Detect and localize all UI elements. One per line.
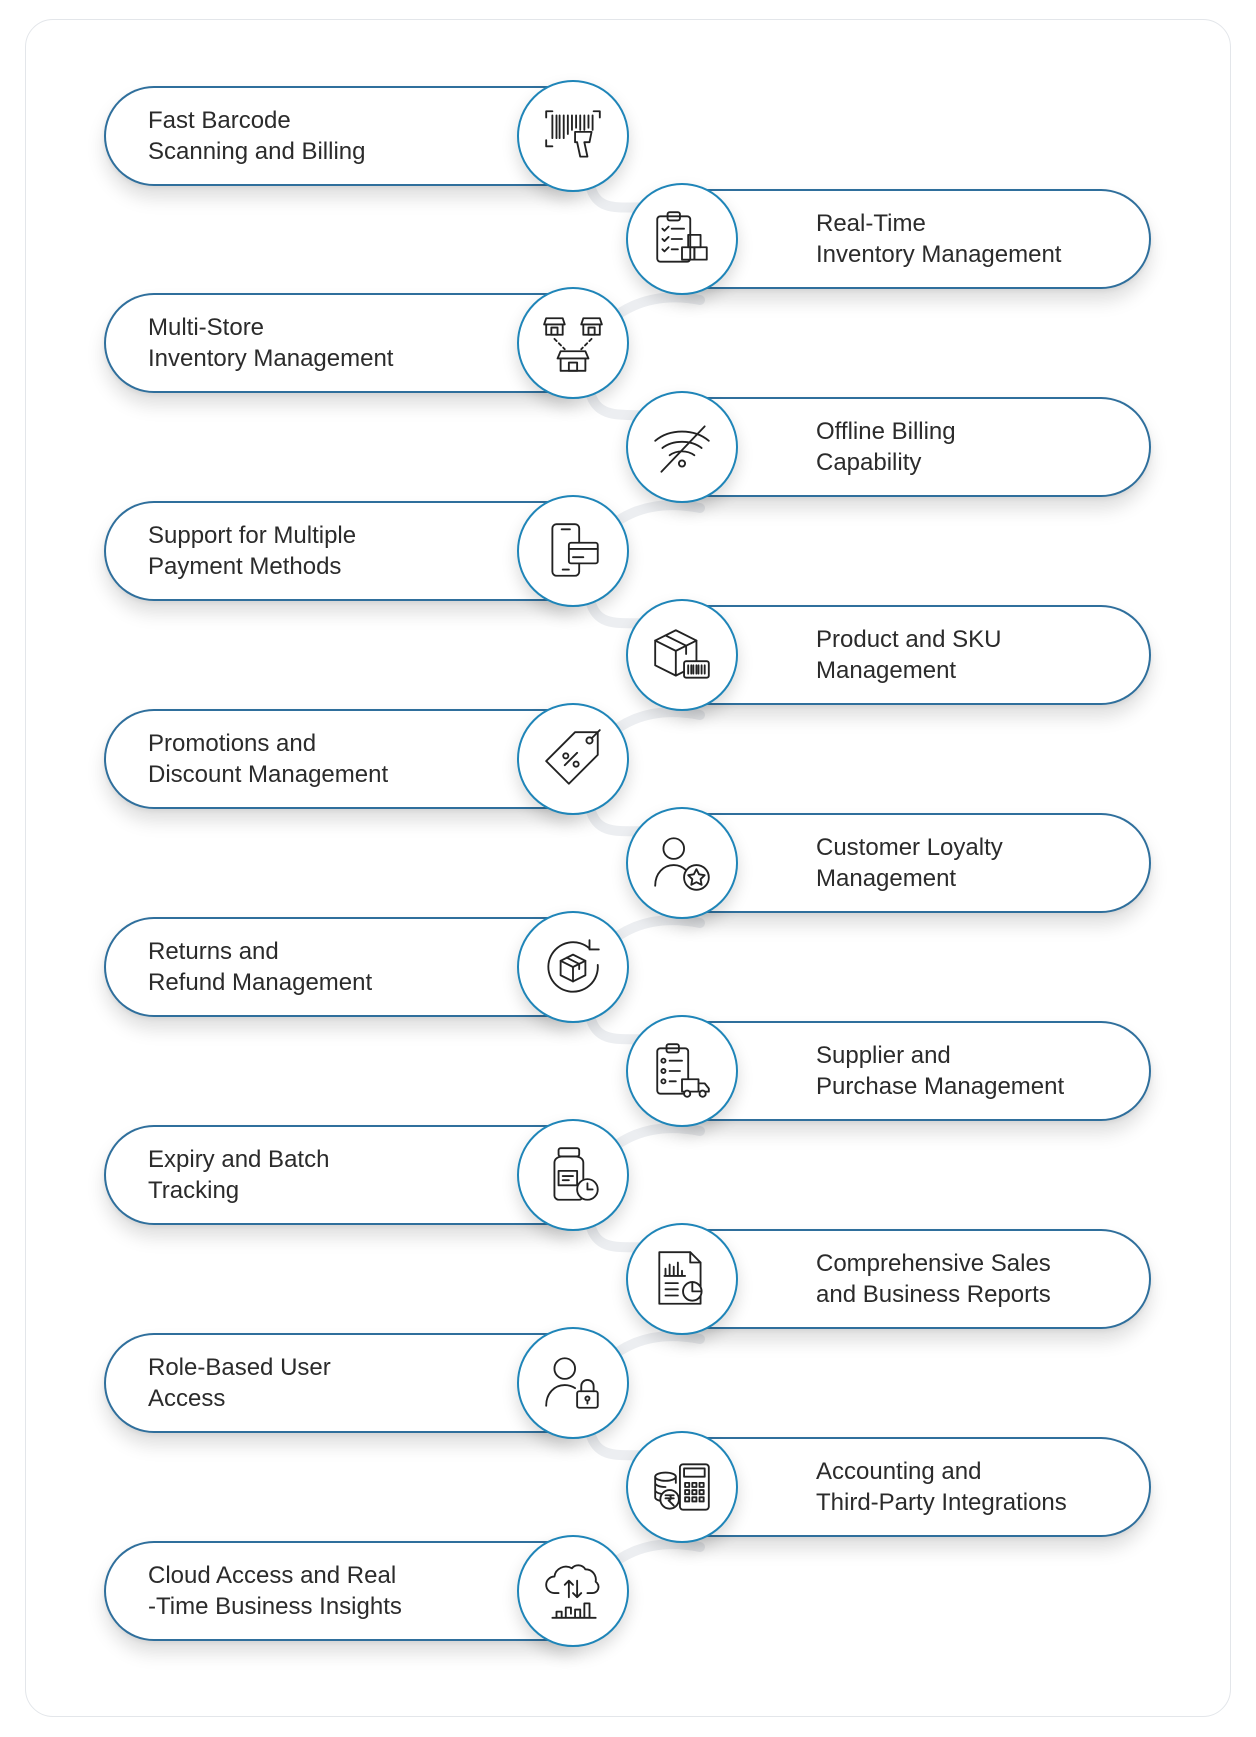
box-sku-icon (649, 622, 715, 688)
feature-title-line2: Management (816, 657, 957, 684)
feature-title-line2: Management (816, 865, 957, 892)
box-return-icon (540, 934, 606, 1000)
feature-cloud-insights (104, 1535, 629, 1647)
feature-title-line2: -Time Business Insights (148, 1593, 402, 1620)
discount-tag-icon (540, 726, 606, 792)
feature-label (816, 189, 1061, 289)
feature-payment-methods (104, 495, 629, 607)
feature-label (148, 1125, 329, 1225)
phone-card-icon (540, 518, 606, 584)
wifi-off-icon (649, 414, 715, 480)
feature-title-line1: Customer Loyalty (816, 834, 1003, 861)
feature-title-line1: Expiry and Batch (148, 1146, 330, 1173)
feature-title-line2: Capability (816, 449, 922, 476)
feature-icon-badge (626, 1223, 738, 1335)
feature-promotions-discount (104, 703, 629, 815)
feature-barcode-billing (104, 80, 629, 192)
feature-title-line1: Role-Based User (148, 1354, 331, 1381)
feature-role-access (104, 1327, 629, 1439)
barcode-scanner-icon (540, 103, 606, 169)
feature-icon-badge (626, 391, 738, 503)
feature-title-line2: Tracking (148, 1177, 240, 1204)
user-lock-icon (540, 1350, 606, 1416)
feature-title-line1: Product and SKU (816, 626, 1002, 653)
feature-icon-badge (626, 1015, 738, 1127)
feature-title-line2: Purchase Management (816, 1073, 1065, 1100)
feature-label (816, 813, 1003, 913)
feature-label (148, 86, 366, 186)
feature-title-line2: Inventory Management (816, 241, 1062, 268)
feature-title-line2: Refund Management (148, 969, 373, 996)
feature-label (148, 1541, 402, 1641)
multi-store-icon (540, 310, 606, 376)
feature-title-line1: Supplier and (816, 1042, 951, 1069)
clipboard-checklist-boxes-icon (649, 206, 715, 272)
feature-title-line1: Offline Billing (816, 418, 956, 445)
feature-title-line1: Real-Time (816, 210, 926, 237)
feature-icon-badge (517, 911, 629, 1023)
feature-icon-badge (517, 80, 629, 192)
feature-accounting-integrations (626, 1431, 1151, 1543)
feature-multistore-inventory (104, 287, 629, 399)
feature-title-line1: Accounting and (816, 1458, 982, 1485)
feature-title-line2: Discount Management (148, 761, 389, 788)
feature-title-line1: Cloud Access and Real (148, 1562, 397, 1589)
feature-offline-billing (626, 391, 1151, 503)
feature-realtime-inventory (626, 183, 1151, 295)
feature-customer-loyalty (626, 807, 1151, 919)
feature-label (148, 293, 393, 393)
user-star-icon (649, 830, 715, 896)
feature-icon-badge (626, 183, 738, 295)
feature-icon-badge (517, 1119, 629, 1231)
feature-icon-badge (626, 599, 738, 711)
clipboard-truck-icon (649, 1038, 715, 1104)
cloud-chart-icon (540, 1558, 606, 1624)
feature-title-line2: Scanning and Billing (148, 138, 366, 165)
feature-icon-badge (517, 287, 629, 399)
feature-title-line1: Promotions and (148, 730, 317, 757)
feature-icon-badge (517, 495, 629, 607)
feature-expiry-batch (104, 1119, 629, 1231)
feature-supplier-purchase (626, 1015, 1151, 1127)
feature-title-line1: Support for Multiple (148, 522, 357, 549)
feature-title-line1: Multi-Store (148, 314, 265, 341)
feature-label (816, 1021, 1064, 1121)
feature-label (816, 397, 956, 497)
feature-title-line1: Comprehensive Sales (816, 1250, 1051, 1277)
report-chart-icon (649, 1246, 715, 1312)
feature-label (816, 1229, 1051, 1329)
feature-label (816, 605, 1001, 705)
feature-icon-badge (626, 807, 738, 919)
feature-label (148, 709, 388, 809)
feature-icon-badge (517, 1535, 629, 1647)
feature-icon-badge (517, 1327, 629, 1439)
feature-icon-badge (626, 1431, 738, 1543)
feature-label (816, 1437, 1067, 1537)
feature-icon-badge (517, 703, 629, 815)
feature-label (148, 501, 356, 601)
feature-title-line2: and Business Reports (816, 1281, 1051, 1308)
feature-label (148, 1333, 331, 1433)
feature-title-line2: Third-Party Integrations (816, 1489, 1067, 1516)
feature-returns-refund (104, 911, 629, 1023)
coins-calculator-icon (649, 1454, 715, 1520)
feature-title-line1: Returns and (148, 938, 279, 965)
feature-title-line2: Access (148, 1385, 226, 1412)
feature-product-sku (626, 599, 1151, 711)
feature-sales-reports (626, 1223, 1151, 1335)
feature-label (148, 917, 372, 1017)
jar-clock-icon (540, 1142, 606, 1208)
feature-title-line2: Payment Methods (148, 553, 342, 580)
feature-title-line1: Fast Barcode (148, 107, 291, 134)
feature-title-line2: Inventory Management (148, 345, 394, 372)
